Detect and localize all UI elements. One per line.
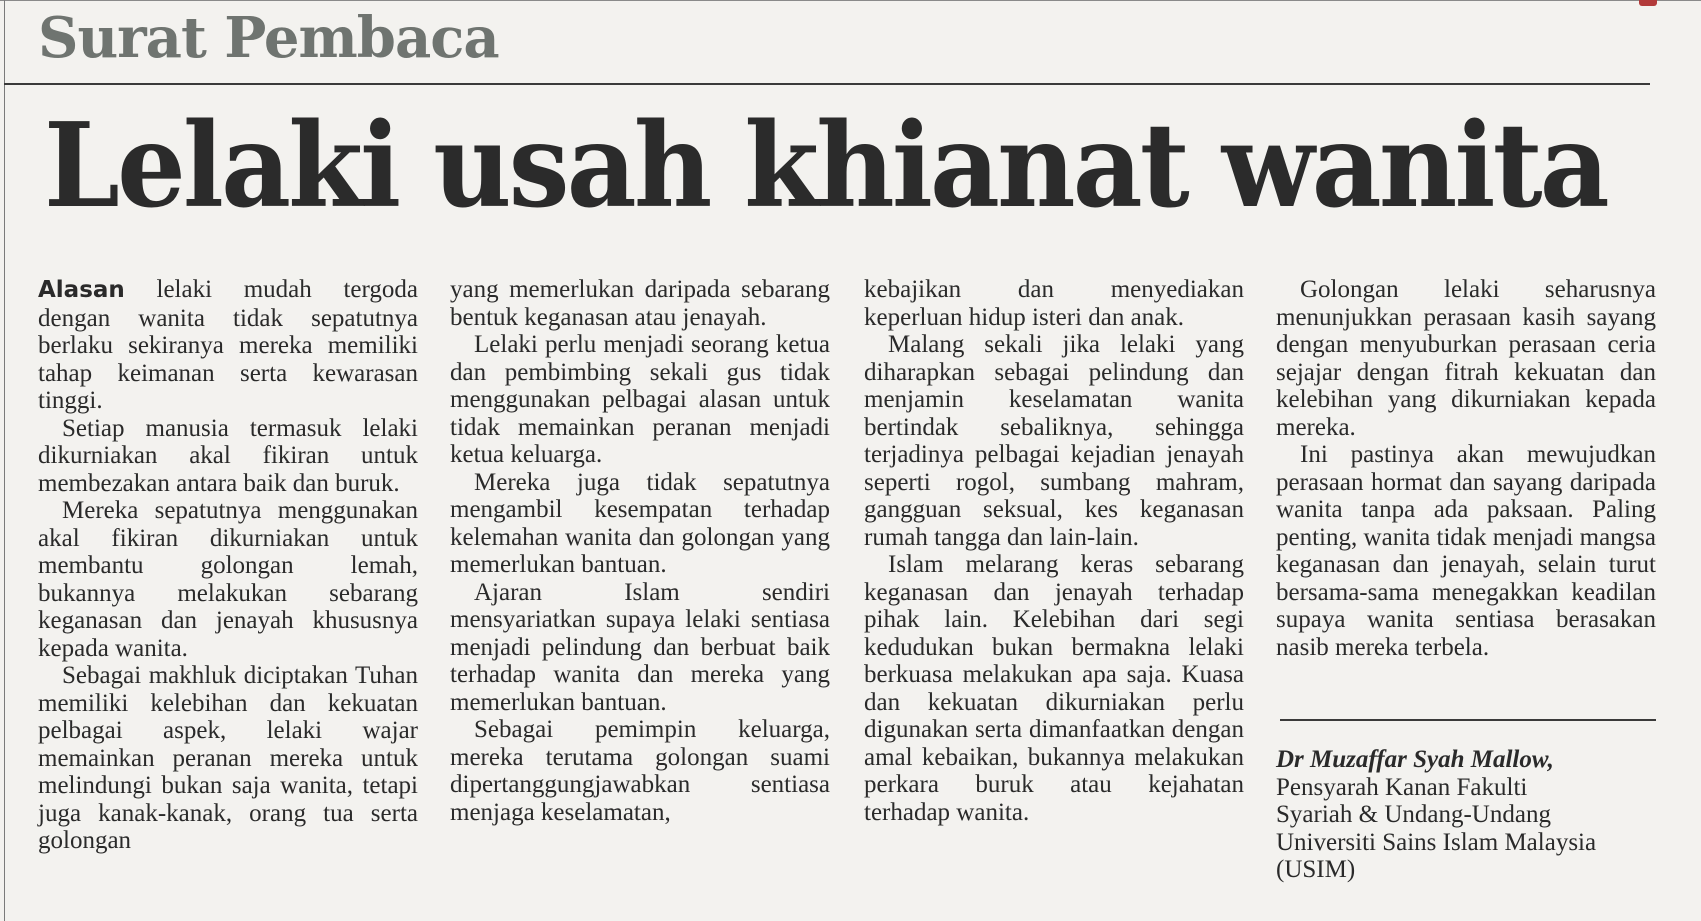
author-title: Pensyarah Kanan Fakulti Syariah & Undang-Undang Universiti Sains Islam Malaysia (USIM) xyxy=(1276,773,1597,883)
paragraph: Islam melarang keras sebarang keganasan dan jenayah terhadap pihak lain. Kelebihan dari segi kedudukan bukan bermakna lelaki berkuasa melakukan apa saja. Kuasa dan kekuatan dikurniakan perlu digunakan serta dimanfaatkan dengan amal kebaikan, bukannya melakukan perkara buruk atau kejahatan terhadap wanita. xyxy=(864,551,1244,826)
paragraph: Sebagai pemimpin keluarga, mereka terutama golongan suami dipertanggungjawabkan sentiasa menjaga keselamatan, xyxy=(450,716,830,826)
paragraph: Setiap manusia termasuk lelaki dikurniakan akal fikiran untuk membezakan antara baik dan buruk. xyxy=(38,414,418,497)
headline: Lelaki usah khianat wanita xyxy=(44,98,1607,234)
section-divider xyxy=(4,83,1650,85)
paragraph: Ajaran Islam sendiri mensyariatkan supaya lelaki sentiasa menjadi pelindung dan berbuat baik terhadap wanita dan mereka yang memerlukan bantuan. xyxy=(450,578,830,716)
signature-divider xyxy=(1280,719,1656,721)
article-column-3 xyxy=(864,276,1244,826)
paragraph xyxy=(38,276,418,415)
paragraph: yang memerlukan daripada sebarang bentuk keganasan atau jenayah. xyxy=(450,276,830,331)
section-label: Surat Pembaca xyxy=(38,5,499,71)
page-left-rule xyxy=(4,0,5,921)
paragraph-text: lelaki mudah tergoda dengan wanita tidak sepatutnya berlaku sekiranya mereka memiliki tahap keimanan serta kewarasan tinggi. xyxy=(38,276,418,414)
article-column-2 xyxy=(450,276,830,826)
article-column-1 xyxy=(38,276,418,855)
paragraph: Malang sekali jika lelaki yang diharapkan sebagai pelindung dan menjamin keselamatan wanita bertindak sebaliknya, sehingga terjadinya pelbagai kejadian jenayah seperti rogol, sumbang mahram, gangguan seksual, kes keganasan rumah tangga dan lain-lain. xyxy=(864,331,1244,551)
paragraph: Mereka juga tidak sepatutnya mengambil kesempatan terhadap kelemahan wanita dan golongan yang memerlukan bantuan. xyxy=(450,468,830,578)
corner-marker xyxy=(1639,0,1657,6)
paragraph: Mereka sepatutnya menggunakan akal fikiran dikurniakan untuk membantu golongan lemah, bukannya melakukan sebarang keganasan dan jenayah khususnya kepada wanita. xyxy=(38,497,418,662)
author-signature xyxy=(1276,746,1656,884)
author-name: Dr Muzaffar Syah Mallow, xyxy=(1276,746,1554,773)
paragraph: Sebagai makhluk diciptakan Tuhan memiliki kelebihan dan kekuatan pelbagai aspek, lelaki wajar memainkan peranan mereka untuk melindungi bukan saja wanita, tetapi juga kanak-kanak, orang tua serta golongan xyxy=(38,662,418,854)
paragraph: Golongan lelaki seharusnya menunjukkan perasaan kasih sayang dengan menyuburkan perasaan ceria sejajar dengan fitrah kekuatan dan kelebihan yang dikurniakan kepada mereka. xyxy=(1276,276,1656,441)
article-column-4 xyxy=(1276,276,1656,661)
lead-word: Alasan xyxy=(38,277,125,303)
paragraph: Lelaki perlu menjadi seorang ketua dan pembimbing sekali gus tidak menggunakan pelbagai alasan untuk tidak memainkan peranan menjadi ketua keluarga. xyxy=(450,331,830,468)
page-top-rule xyxy=(0,0,1701,1)
paragraph: Ini pastinya akan mewujudkan perasaan hormat dan sayang daripada wanita tanpa ada paksaan. Paling penting, wanita tidak menjadi mangsa keganasan dan jenayah, selain turut bersama-sama menegakkan keadilan supaya wanita sentiasa berasakan nasib mereka terbela. xyxy=(1276,441,1656,661)
paragraph: kebajikan dan menyediakan keperluan hidup isteri dan anak. xyxy=(864,276,1244,331)
